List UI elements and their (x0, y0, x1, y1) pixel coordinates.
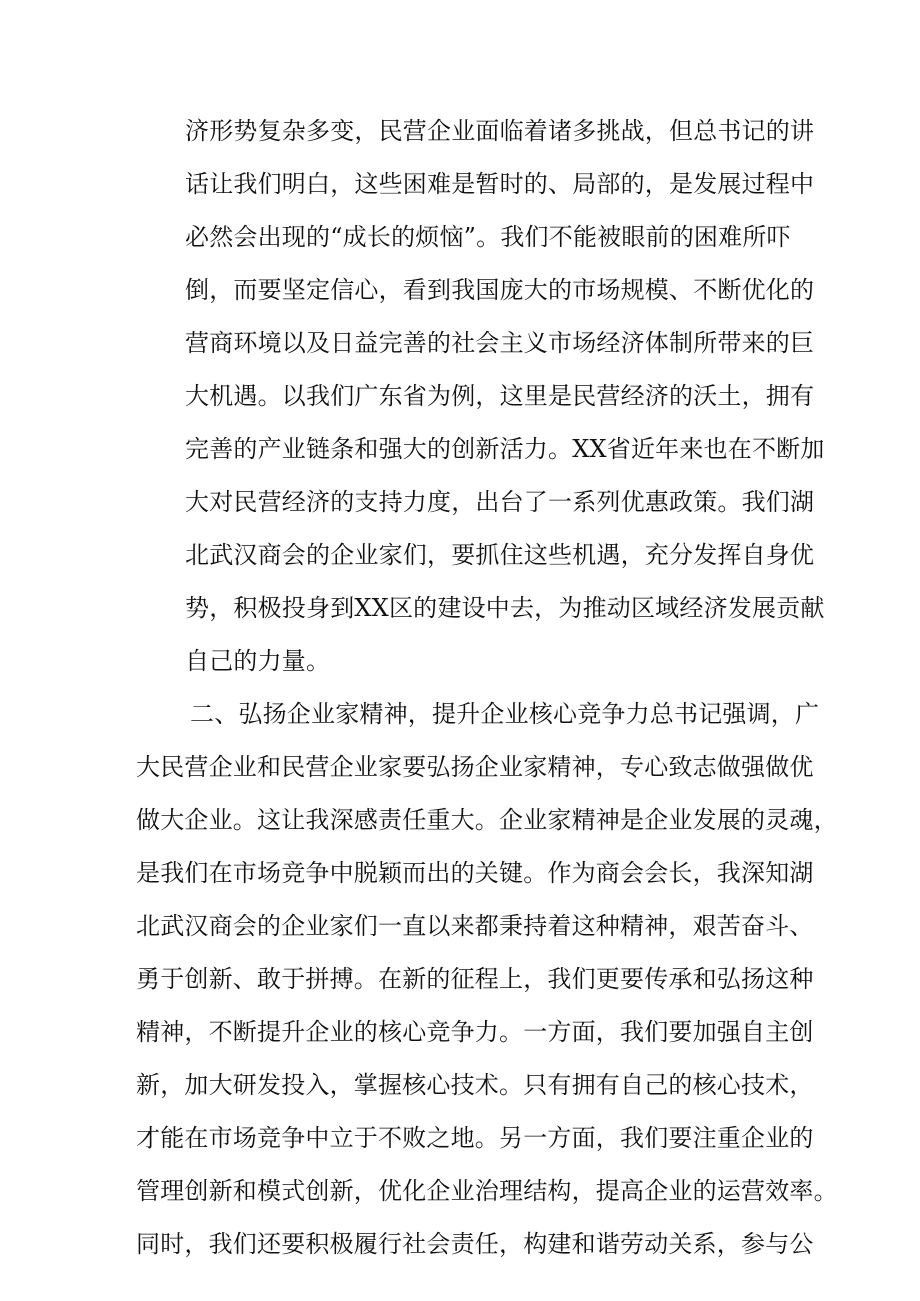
paragraph-1-line: 必然会出现的“成长的烦恼”。我们不能被眼前的困难所吓 (185, 223, 791, 251)
paragraph-2-line: 是我们在市场竞争中脱颖而出的关键。作为商会会长，我深知湖 (136, 859, 814, 887)
paragraph-2-line: 做大企业。这让我深感责任重大。企业家精神是企业发展的灵魂， (136, 806, 838, 834)
paragraph-2-heading-line: 二、弘扬企业家精神，提升企业核心竞争力总书记强调，广 (190, 700, 820, 728)
paragraph-1-line: 完善的产业链条和强大的创新活力。XX省近年来也在不断加 (185, 435, 825, 463)
paragraph-1-line: 营商环境以及日益完善的社会主义市场经济体制所带来的巨 (185, 329, 815, 357)
paragraph-1-line: 势，积极投身到XX区的建设中去，为推动区域经济发展贡献 (185, 594, 825, 622)
paragraph-2-line: 同时，我们还要积极履行社会责任，构建和谐劳动关系，参与公 (136, 1230, 814, 1258)
paragraph-1-line: 自己的力量。 (185, 647, 331, 675)
paragraph-1-line: 济形势复杂多变，民营企业面临着诸多挑战，但总书记的讲 (185, 117, 815, 145)
paragraph-2-line: 大民营企业和民营企业家要弘扬企业家精神，专心致志做强做优 (136, 753, 814, 781)
paragraph-1-line: 倒，而要坚定信心，看到我国庞大的市场规模、不断优化的 (185, 276, 815, 304)
paragraph-1-line: 北武汉商会的企业家们，要抓住这些机遇，充分发挥自身优 (185, 541, 815, 569)
paragraph-1-line: 话让我们明白，这些困难是暂时的、局部的，是发展过程中 (185, 170, 815, 198)
paragraph-2-line: 勇于创新、敢于拼搏。在新的征程上，我们更要传承和弘扬这种 (136, 965, 814, 993)
paragraph-2-line: 才能在市场竞争中立于不败之地。另一方面，我们要注重企业的 (136, 1124, 814, 1152)
paragraph-1-line: 大机遇。以我们广东省为例，这里是民营经济的沃土，拥有 (185, 382, 815, 410)
paragraph-2-line: 北武汉商会的企业家们一直以来都秉持着这种精神，艰苦奋斗、 (136, 912, 814, 940)
paragraph-2-line: 管理创新和模式创新，优化企业治理结构，提高企业的运营效率。 (136, 1177, 838, 1205)
paragraph-2-line: 新，加大研发投入，掌握核心技术。只有拥有自己的核心技术， (136, 1071, 814, 1099)
paragraph-2-line: 精神，不断提升企业的核心竞争力。一方面，我们要加强自主创 (136, 1018, 814, 1046)
paragraph-1-line: 大对民营经济的支持力度，出台了一系列优惠政策。我们湖 (185, 488, 815, 516)
